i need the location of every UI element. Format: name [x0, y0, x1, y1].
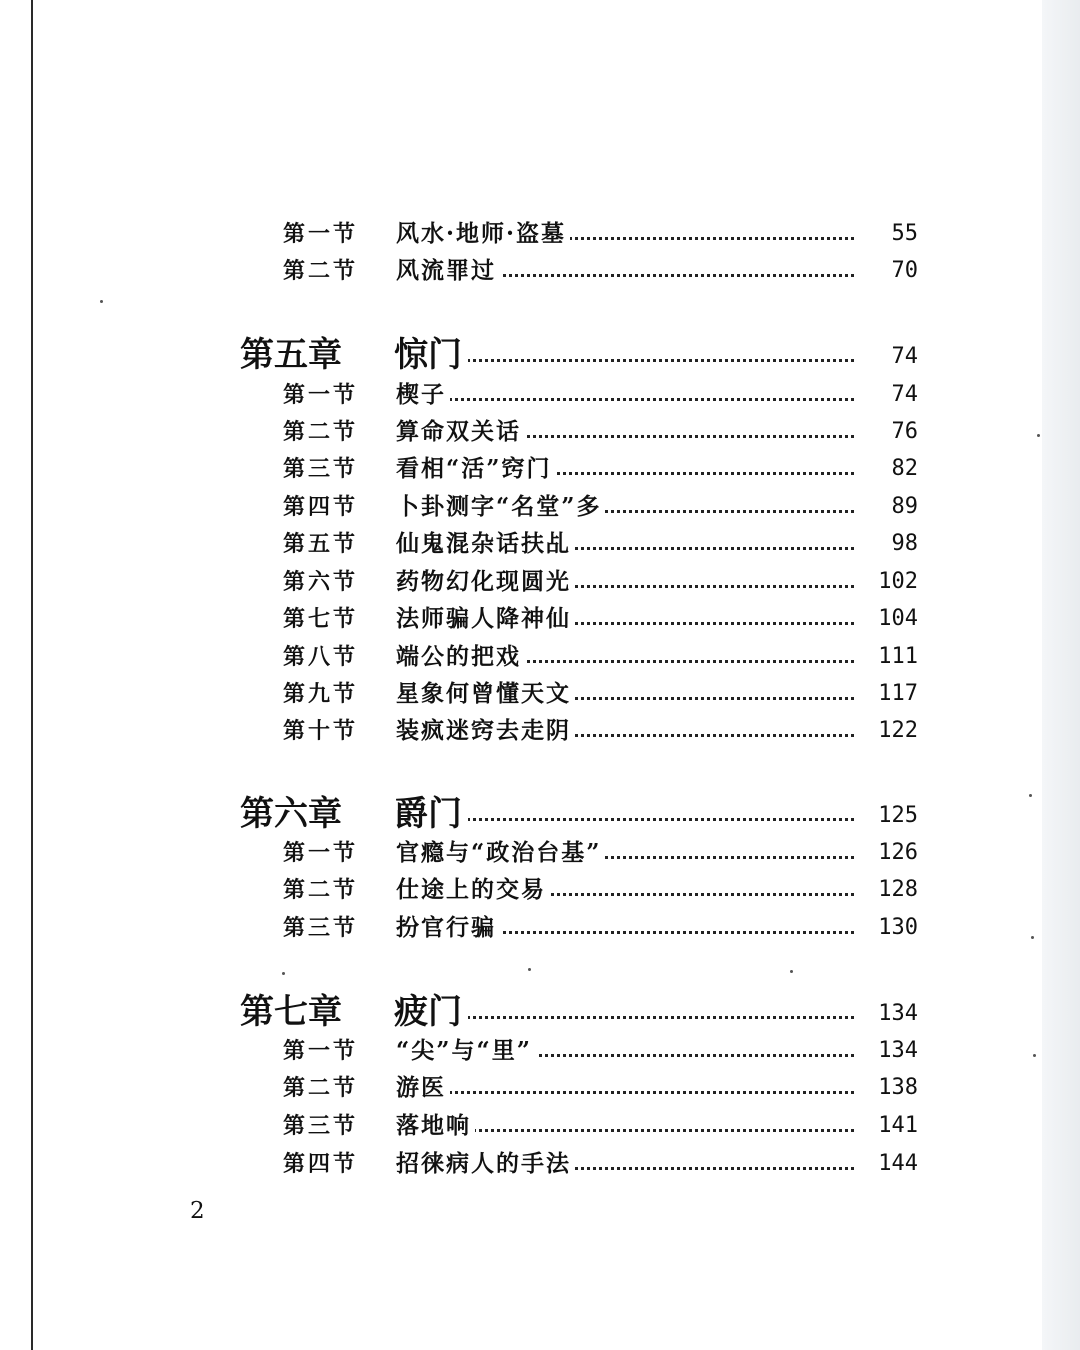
page-number: 125	[854, 794, 918, 838]
dot-leader	[396, 398, 860, 401]
scan-speck	[100, 300, 103, 303]
section-title: 风流罪过	[396, 254, 500, 288]
section-title: 风水·地师·盗墓	[396, 217, 570, 251]
section-title: 落地响	[396, 1109, 475, 1143]
toc-section-row	[0, 378, 1080, 412]
toc-section-row	[0, 836, 1080, 870]
chapter-title: 疲门	[394, 990, 468, 1034]
section-label: 第三节	[283, 915, 359, 941]
section-label: 第一节	[283, 1038, 359, 1064]
toc-section-row	[0, 1034, 1080, 1068]
section-title: 官瘾与“政治台基”	[396, 836, 605, 870]
section-label: 第四节	[283, 494, 359, 520]
section-label: 第五节	[283, 531, 359, 557]
toc-chapter-row	[0, 333, 1080, 377]
toc-section-row	[0, 911, 1080, 945]
dot-leader	[396, 1091, 860, 1094]
page-number: 144	[854, 1147, 918, 1181]
section-label: 第四节	[283, 1151, 359, 1177]
toc-section-row	[0, 602, 1080, 636]
chapter-title: 爵门	[394, 792, 468, 836]
chapter-label: 第七章	[240, 992, 342, 1032]
section-label: 第一节	[283, 382, 359, 408]
page-number: 76	[854, 415, 918, 449]
page-number: 104	[854, 602, 918, 636]
section-label: 第二节	[283, 1075, 359, 1101]
section-title: 药物幻化现圆光	[396, 565, 575, 599]
page-number: 55	[854, 217, 918, 251]
folio-page-number: 2	[190, 1198, 205, 1224]
toc-section-row	[0, 640, 1080, 674]
section-title: 端公的把戏	[396, 640, 525, 674]
section-title: 装疯迷窍去走阴	[396, 714, 575, 748]
chapter-label: 第六章	[240, 794, 342, 834]
chapter-label: 第五章	[240, 335, 342, 375]
page-number: 98	[854, 527, 918, 561]
toc-section-row	[0, 415, 1080, 449]
page-number: 122	[854, 714, 918, 748]
page-number: 111	[854, 640, 918, 674]
toc-section-row	[0, 565, 1080, 599]
section-label: 第二节	[283, 258, 359, 284]
section-label: 第三节	[283, 1113, 359, 1139]
scan-speck	[282, 972, 285, 975]
page-number: 74	[854, 335, 918, 379]
page-number: 102	[854, 565, 918, 599]
section-label: 第八节	[283, 644, 359, 670]
page-number: 117	[854, 677, 918, 711]
page-number: 126	[854, 836, 918, 870]
section-title: 星象何曾懂天文	[396, 677, 575, 711]
section-label: 第三节	[283, 456, 359, 482]
section-label: 第二节	[283, 419, 359, 445]
toc-section-row	[0, 873, 1080, 907]
section-label: 第七节	[283, 606, 359, 632]
section-label: 第二节	[283, 877, 359, 903]
section-title: 仙鬼混杂话扶乩	[396, 527, 575, 561]
section-title: 卜卦测字“名堂”多	[396, 490, 605, 524]
page-number: 141	[854, 1109, 918, 1143]
toc-section-row	[0, 714, 1080, 748]
section-title: 看相“活”窍门	[396, 452, 555, 486]
section-label: 第一节	[283, 221, 359, 247]
toc-section-row	[0, 527, 1080, 561]
section-title: 扮官行骗	[396, 911, 500, 945]
page-number: 138	[854, 1071, 918, 1105]
section-label: 第九节	[283, 681, 359, 707]
page-number: 74	[854, 378, 918, 412]
toc-section-row	[0, 217, 1080, 251]
page-number: 134	[854, 992, 918, 1036]
toc-section-row	[0, 254, 1080, 288]
section-title: 游医	[396, 1071, 450, 1105]
toc-chapter-row	[0, 792, 1080, 836]
toc-chapter-row	[0, 990, 1080, 1034]
toc-section-row	[0, 452, 1080, 486]
section-title: 楔子	[396, 378, 450, 412]
scan-speck	[790, 970, 793, 973]
section-label: 第六节	[283, 569, 359, 595]
section-title: “尖”与“里”	[396, 1034, 536, 1068]
page-number: 70	[854, 254, 918, 288]
section-title: 算命双关话	[396, 415, 525, 449]
toc-section-row	[0, 1071, 1080, 1105]
page-number: 134	[854, 1034, 918, 1068]
section-title: 招徕病人的手法	[396, 1147, 575, 1181]
toc-section-row	[0, 490, 1080, 524]
section-title: 法师骗人降神仙	[396, 602, 575, 636]
section-label: 第十节	[283, 718, 359, 744]
chapter-title: 惊门	[394, 333, 468, 377]
toc-section-row	[0, 677, 1080, 711]
toc-section-row	[0, 1109, 1080, 1143]
toc-section-row	[0, 1147, 1080, 1181]
section-label: 第一节	[283, 840, 359, 866]
page-number: 89	[854, 490, 918, 524]
scan-speck	[528, 968, 531, 971]
page-number: 82	[854, 452, 918, 486]
page-number: 128	[854, 873, 918, 907]
section-title: 仕途上的交易	[396, 873, 550, 907]
page-number: 130	[854, 911, 918, 945]
